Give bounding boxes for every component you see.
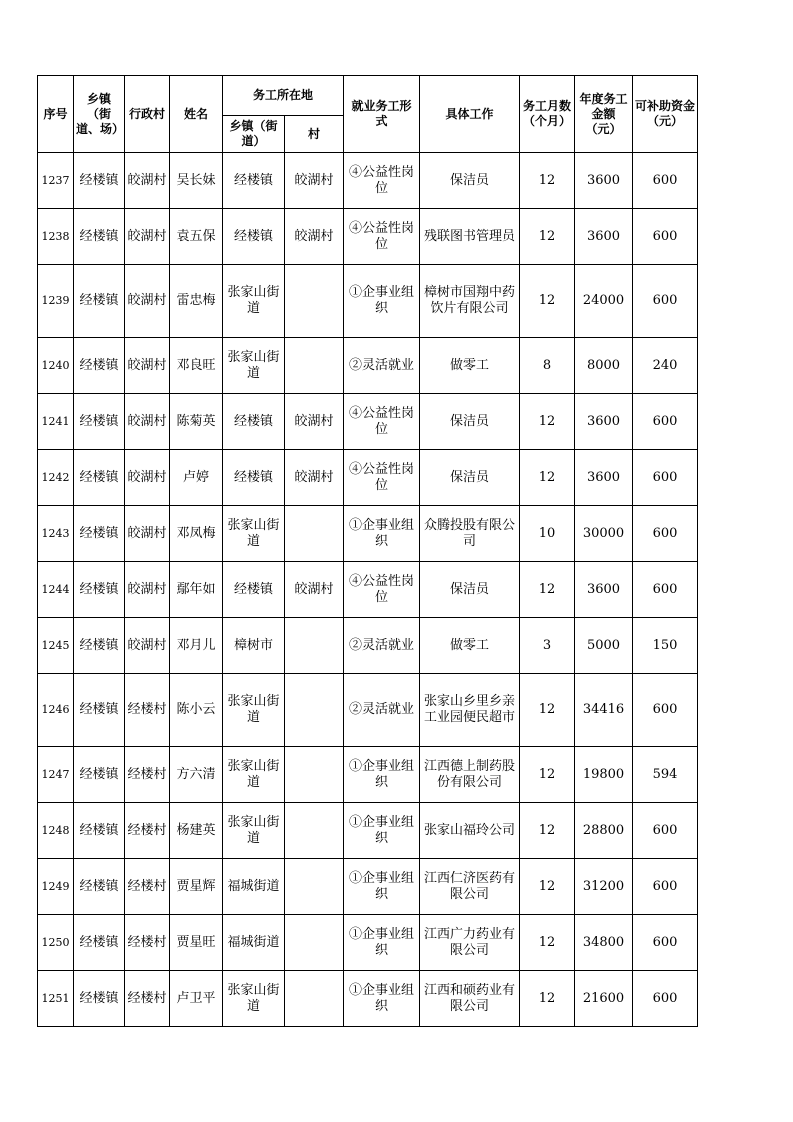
table-row [38,338,698,394]
table-row [38,209,698,265]
cell-annual-amount: 8000 [575,338,633,394]
header-job: 具体工作 [420,76,520,153]
cell-village: 皎湖村 [125,562,170,618]
cell-months: 12 [520,394,575,450]
cell-seq: 1245 [38,618,74,674]
cell-seq: 1244 [38,562,74,618]
cell-months: 3 [520,618,575,674]
cell-name: 贾星旺 [170,915,223,971]
cell-work-township: 张家山街道 [223,506,285,562]
cell-employment-form: ①企事业组织 [344,971,420,1027]
cell-work-village: 皎湖村 [285,394,344,450]
cell-village: 皎湖村 [125,450,170,506]
table-row [38,747,698,803]
cell-months: 12 [520,915,575,971]
cell-annual-amount: 3600 [575,153,633,209]
cell-annual-amount: 3600 [575,450,633,506]
cell-work-township: 张家山街道 [223,338,285,394]
cell-subsidy: 600 [633,859,698,915]
cell-job: 保洁员 [420,394,520,450]
cell-work-village: 皎湖村 [285,562,344,618]
cell-months: 12 [520,674,575,747]
cell-subsidy: 600 [633,971,698,1027]
cell-employment-form: ④公益性岗位 [344,394,420,450]
cell-work-township: 经楼镇 [223,153,285,209]
cell-employment-form: ①企事业组织 [344,265,420,338]
cell-annual-amount: 30000 [575,506,633,562]
header-annual-amount: 年度务工金额（元） [575,76,633,153]
cell-work-township: 张家山街道 [223,265,285,338]
cell-name: 鄢年如 [170,562,223,618]
table-row [38,153,698,209]
cell-subsidy: 600 [633,915,698,971]
cell-employment-form: ④公益性岗位 [344,153,420,209]
cell-months: 12 [520,153,575,209]
table-row [38,915,698,971]
cell-months: 10 [520,506,575,562]
cell-subsidy: 600 [633,153,698,209]
cell-job: 张家山乡里乡亲工业园便民超市 [420,674,520,747]
cell-months: 12 [520,803,575,859]
cell-months: 12 [520,562,575,618]
table-header [38,76,698,153]
cell-name: 贾星辉 [170,859,223,915]
cell-village: 皎湖村 [125,338,170,394]
cell-work-village [285,859,344,915]
cell-annual-amount: 19800 [575,747,633,803]
cell-township: 经楼镇 [74,618,125,674]
cell-seq: 1237 [38,153,74,209]
table-body [38,153,698,1027]
cell-work-village: 皎湖村 [285,450,344,506]
cell-work-township: 经楼镇 [223,562,285,618]
cell-employment-form: ①企事业组织 [344,747,420,803]
cell-subsidy: 600 [633,562,698,618]
cell-village: 皎湖村 [125,618,170,674]
cell-work-village [285,747,344,803]
cell-seq: 1250 [38,915,74,971]
cell-work-village: 皎湖村 [285,209,344,265]
header-name: 姓名 [170,76,223,153]
cell-village: 经楼村 [125,915,170,971]
cell-job: 做零工 [420,338,520,394]
cell-job: 江西德上制药股份有限公司 [420,747,520,803]
cell-employment-form: ②灵活就业 [344,618,420,674]
cell-subsidy: 600 [633,803,698,859]
cell-work-village: 皎湖村 [285,153,344,209]
cell-work-village [285,674,344,747]
cell-job: 保洁员 [420,450,520,506]
table-row [38,859,698,915]
cell-township: 经楼镇 [74,915,125,971]
cell-job: 张家山福玲公司 [420,803,520,859]
cell-village: 皎湖村 [125,265,170,338]
cell-township: 经楼镇 [74,971,125,1027]
cell-township: 经楼镇 [74,394,125,450]
header-work-township: 乡镇（街道） [223,116,285,153]
cell-annual-amount: 3600 [575,394,633,450]
cell-township: 经楼镇 [74,859,125,915]
cell-township: 经楼镇 [74,153,125,209]
cell-seq: 1247 [38,747,74,803]
cell-annual-amount: 3600 [575,209,633,265]
table-row [38,265,698,338]
cell-township: 经楼镇 [74,674,125,747]
cell-work-township: 福城街道 [223,859,285,915]
cell-employment-form: ④公益性岗位 [344,209,420,265]
table-row [38,803,698,859]
cell-job: 做零工 [420,618,520,674]
cell-work-township: 樟树市 [223,618,285,674]
cell-employment-form: ④公益性岗位 [344,562,420,618]
cell-subsidy: 600 [633,265,698,338]
cell-work-township: 经楼镇 [223,450,285,506]
cell-township: 经楼镇 [74,803,125,859]
cell-name: 邓凤梅 [170,506,223,562]
header-months: 务工月数（个月） [520,76,575,153]
cell-village: 经楼村 [125,747,170,803]
cell-work-township: 张家山街道 [223,674,285,747]
header-workplace: 务工所在地 [223,76,344,116]
cell-name: 雷忠梅 [170,265,223,338]
table-row [38,674,698,747]
cell-seq: 1242 [38,450,74,506]
cell-village: 皎湖村 [125,153,170,209]
cell-subsidy: 600 [633,450,698,506]
table-row [38,394,698,450]
cell-job: 樟树市国翔中药饮片有限公司 [420,265,520,338]
cell-subsidy: 594 [633,747,698,803]
header-work-village: 村 [285,116,344,153]
cell-months: 12 [520,265,575,338]
cell-seq: 1246 [38,674,74,747]
cell-township: 经楼镇 [74,506,125,562]
cell-job: 江西仁济医药有限公司 [420,859,520,915]
cell-work-township: 张家山街道 [223,971,285,1027]
cell-months: 12 [520,747,575,803]
cell-annual-amount: 28800 [575,803,633,859]
cell-name: 吴长妹 [170,153,223,209]
cell-work-township: 经楼镇 [223,209,285,265]
cell-work-township: 张家山街道 [223,803,285,859]
cell-name: 邓良旺 [170,338,223,394]
header-village: 行政村 [125,76,170,153]
cell-seq: 1248 [38,803,74,859]
cell-subsidy: 600 [633,506,698,562]
cell-name: 袁五保 [170,209,223,265]
cell-village: 经楼村 [125,674,170,747]
cell-work-village [285,506,344,562]
cell-employment-form: ②灵活就业 [344,674,420,747]
cell-months: 12 [520,859,575,915]
cell-subsidy: 600 [633,209,698,265]
cell-name: 方六清 [170,747,223,803]
header-subsidy: 可补助资金（元） [633,76,698,153]
cell-name: 卢婷 [170,450,223,506]
cell-job: 众腾投股有限公司 [420,506,520,562]
cell-annual-amount: 34800 [575,915,633,971]
cell-work-village [285,338,344,394]
cell-months: 12 [520,209,575,265]
cell-name: 杨建英 [170,803,223,859]
cell-work-village [285,803,344,859]
header-seq: 序号 [38,76,74,153]
cell-work-village [285,971,344,1027]
cell-township: 经楼镇 [74,450,125,506]
cell-employment-form: ①企事业组织 [344,506,420,562]
cell-annual-amount: 31200 [575,859,633,915]
cell-work-township: 经楼镇 [223,394,285,450]
cell-subsidy: 600 [633,394,698,450]
header-township: 乡镇（街道、场） [74,76,125,153]
cell-months: 8 [520,338,575,394]
table-row [38,618,698,674]
subsidy-table [37,75,698,1027]
cell-annual-amount: 24000 [575,265,633,338]
cell-seq: 1243 [38,506,74,562]
cell-job: 江西和硕药业有限公司 [420,971,520,1027]
cell-name: 邓月儿 [170,618,223,674]
cell-employment-form: ④公益性岗位 [344,450,420,506]
cell-months: 12 [520,971,575,1027]
cell-seq: 1238 [38,209,74,265]
cell-subsidy: 150 [633,618,698,674]
cell-seq: 1241 [38,394,74,450]
cell-village: 皎湖村 [125,209,170,265]
cell-township: 经楼镇 [74,338,125,394]
table-row [38,450,698,506]
cell-township: 经楼镇 [74,265,125,338]
cell-annual-amount: 34416 [575,674,633,747]
cell-village: 经楼村 [125,859,170,915]
cell-work-township: 福城街道 [223,915,285,971]
cell-name: 陈小云 [170,674,223,747]
cell-subsidy: 600 [633,674,698,747]
cell-months: 12 [520,450,575,506]
table-row [38,562,698,618]
cell-job: 江西广力药业有限公司 [420,915,520,971]
cell-village: 经楼村 [125,803,170,859]
header-employment-form: 就业务工形式 [344,76,420,153]
cell-seq: 1239 [38,265,74,338]
cell-seq: 1249 [38,859,74,915]
cell-job: 残联图书管理员 [420,209,520,265]
cell-township: 经楼镇 [74,562,125,618]
cell-work-village [285,915,344,971]
cell-work-village [285,265,344,338]
cell-seq: 1240 [38,338,74,394]
cell-village: 皎湖村 [125,394,170,450]
cell-annual-amount: 3600 [575,562,633,618]
cell-village: 皎湖村 [125,506,170,562]
cell-job: 保洁员 [420,562,520,618]
cell-employment-form: ①企事业组织 [344,915,420,971]
cell-seq: 1251 [38,971,74,1027]
cell-employment-form: ①企事业组织 [344,859,420,915]
cell-township: 经楼镇 [74,747,125,803]
cell-work-village [285,618,344,674]
cell-name: 卢卫平 [170,971,223,1027]
cell-work-township: 张家山街道 [223,747,285,803]
cell-job: 保洁员 [420,153,520,209]
cell-annual-amount: 21600 [575,971,633,1027]
cell-employment-form: ②灵活就业 [344,338,420,394]
cell-township: 经楼镇 [74,209,125,265]
cell-name: 陈菊英 [170,394,223,450]
cell-employment-form: ①企事业组织 [344,803,420,859]
table-row [38,506,698,562]
table-row [38,971,698,1027]
cell-village: 经楼村 [125,971,170,1027]
cell-subsidy: 240 [633,338,698,394]
cell-annual-amount: 5000 [575,618,633,674]
